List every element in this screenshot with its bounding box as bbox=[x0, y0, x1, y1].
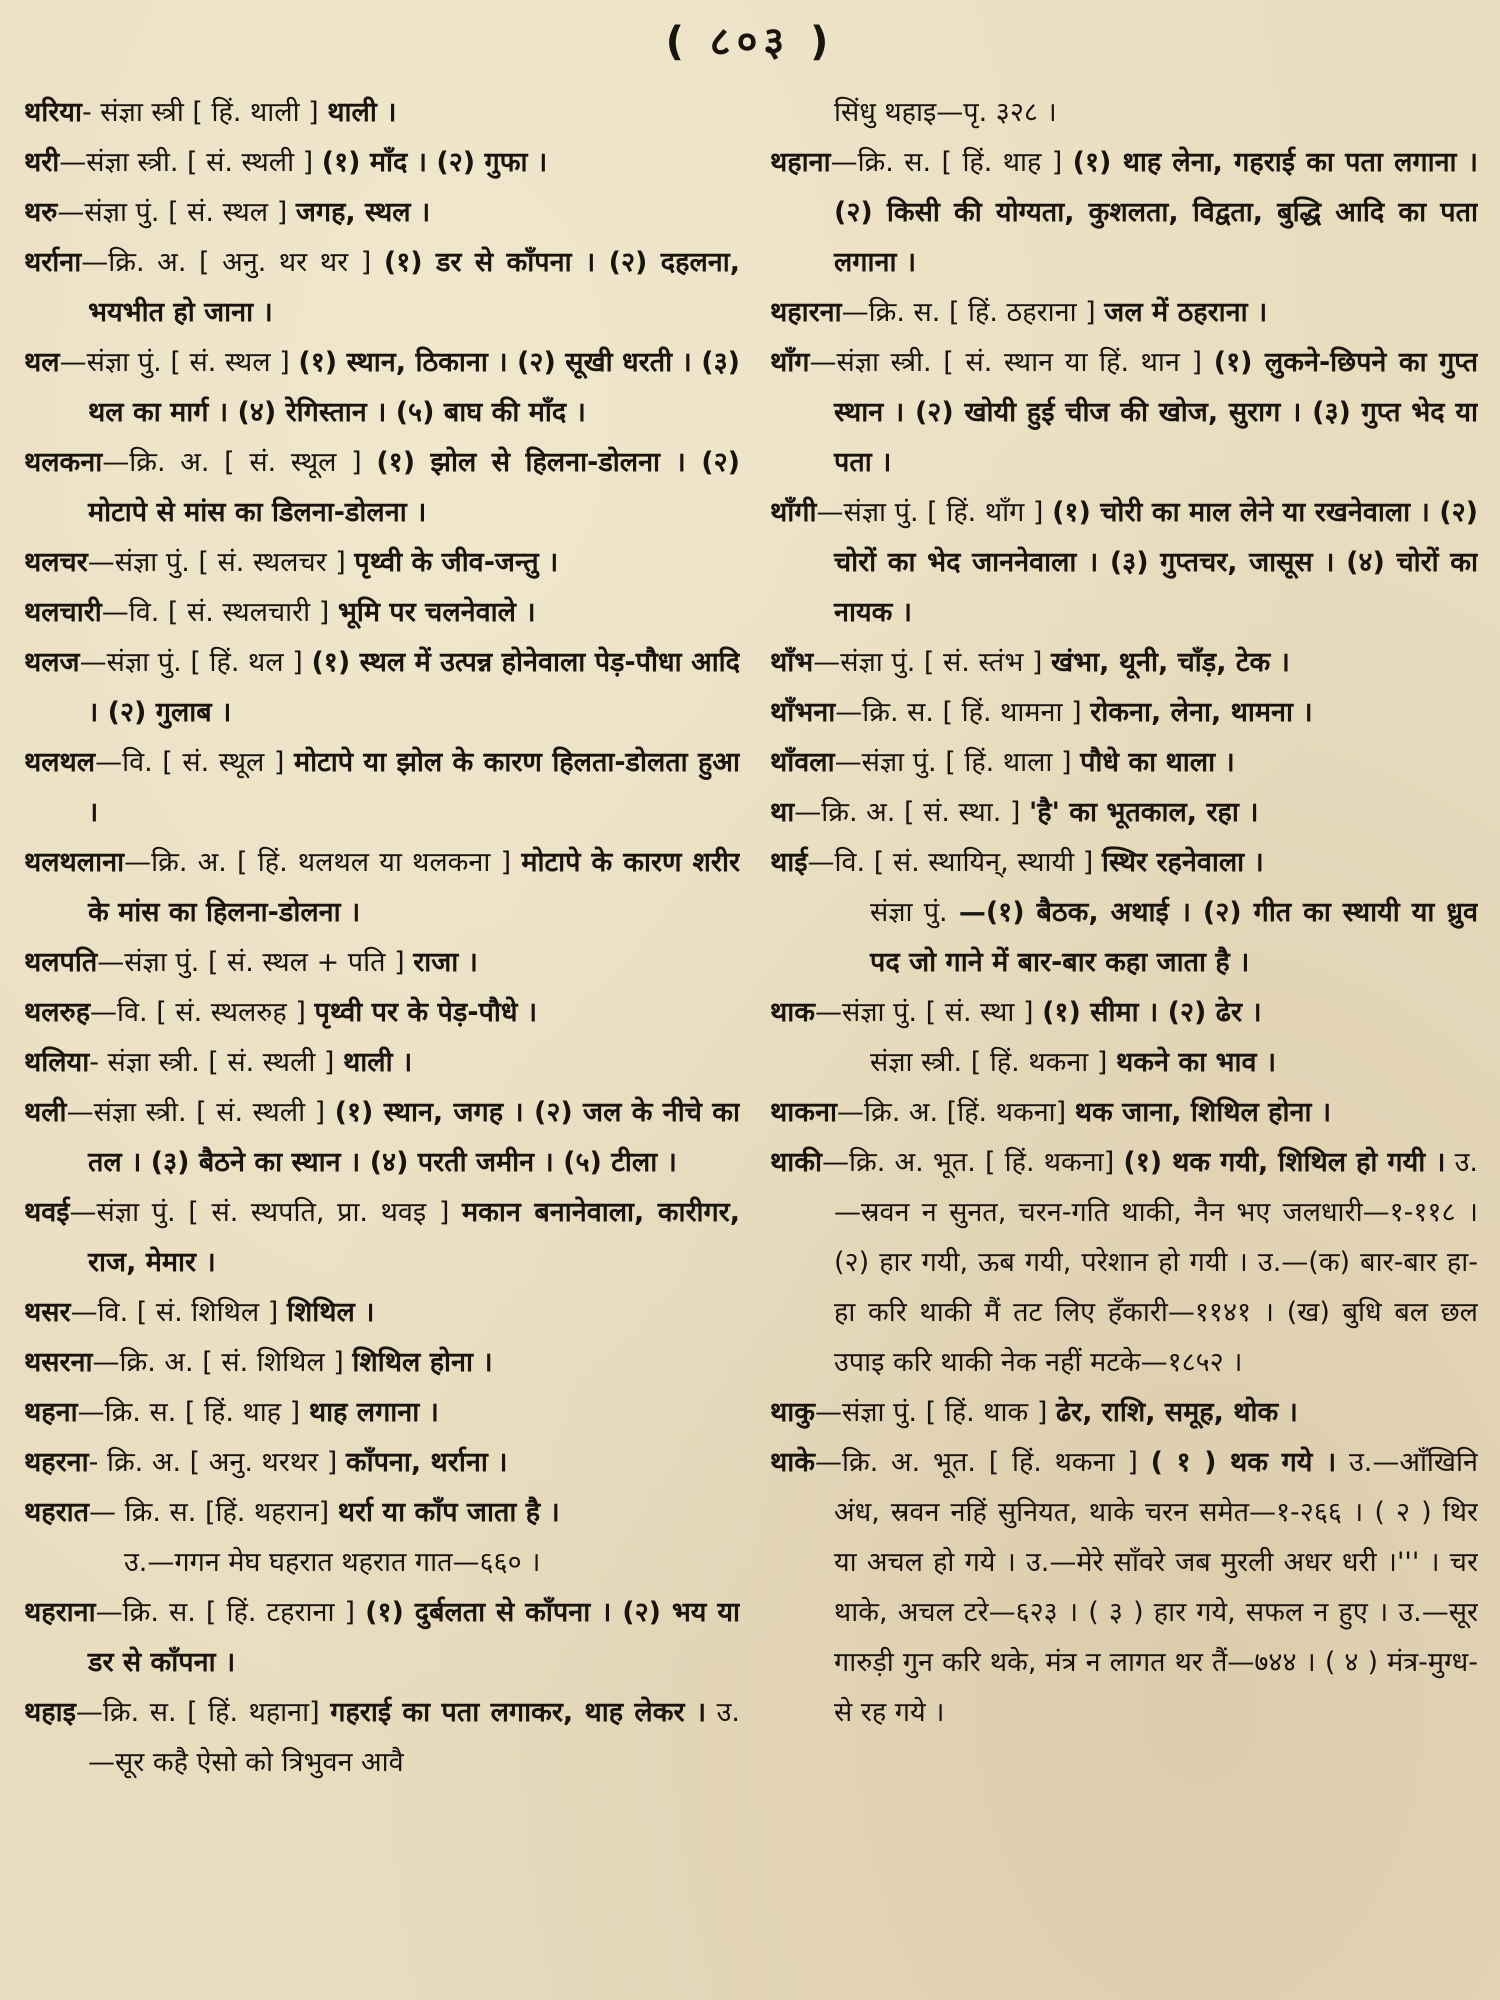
definition: थाली । bbox=[343, 1047, 413, 1078]
dictionary-entry bbox=[24, 88, 740, 138]
headword: थलपति bbox=[24, 947, 98, 978]
definition: (१) स्थान, जगह । (२) जल के नीचे का तल । (३) बैठने का स्थान । (४) परती जमीन । (५) टीला । bbox=[88, 1097, 740, 1178]
grammar-label: संज्ञा स्त्री. bbox=[870, 1047, 963, 1078]
etymology: [ सं. स्थली ] bbox=[208, 1047, 335, 1078]
headword: थाके bbox=[770, 1447, 815, 1478]
dictionary-entry bbox=[24, 188, 740, 238]
etymology: [ सं. स्था ] bbox=[925, 997, 1034, 1028]
headword: थहाना bbox=[770, 147, 831, 178]
definition: थाह लगाना । bbox=[308, 1397, 439, 1428]
dictionary-entry bbox=[770, 638, 1478, 688]
dictionary-entry bbox=[24, 538, 740, 588]
dictionary-entry bbox=[770, 688, 1478, 738]
etymology: [ हिं. टहराना ] bbox=[205, 1597, 356, 1628]
headword: थल bbox=[24, 347, 60, 378]
right-column bbox=[770, 88, 1478, 1993]
dictionary-entry bbox=[24, 1338, 740, 1388]
dictionary-entry bbox=[24, 338, 740, 438]
etymology: [ सं. स्थली ] bbox=[187, 147, 314, 178]
definition: गहराई का पता लगाकर, थाह लेकर । bbox=[330, 1697, 707, 1728]
grammar-label: —क्रि. अ. भूत. bbox=[821, 1147, 976, 1178]
definition: (१) चोरी का माल लेने या रखनेवाला । (२) चोरों का भेद जाननेवाला । (३) गुप्तचर, जासूस । (४) चोरों का नायक । bbox=[834, 497, 1478, 628]
headword: थली bbox=[24, 1097, 67, 1128]
definition: राजा । bbox=[413, 947, 478, 978]
etymology: [ हिं. थकना ] bbox=[970, 1047, 1108, 1078]
dictionary-entry bbox=[24, 138, 740, 188]
headword: थलचारी bbox=[24, 597, 102, 628]
headword: थहना bbox=[24, 1397, 78, 1428]
grammar-label: —क्रि. स. bbox=[95, 1597, 196, 1628]
etymology: [ सं. स्थपति, प्रा. थवइ ] bbox=[188, 1197, 450, 1228]
definition: (१) लुकने-छिपने का गुप्त स्थान । (२) खोयी हुई चीज की खोज, सुराग । (३) गुप्त भेद या पता । bbox=[834, 347, 1478, 478]
etymology: [ सं. स्था. ] bbox=[903, 797, 1021, 828]
grammar-label: —क्रि. स. bbox=[77, 1397, 177, 1428]
etymology: [ हिं. थल ] bbox=[190, 647, 303, 678]
etymology: [ सं. शिथिल ] bbox=[202, 1347, 344, 1378]
dictionary-entry bbox=[770, 738, 1478, 788]
grammar-label: —वि. bbox=[101, 597, 160, 628]
grammar-label: —क्रि. स. bbox=[830, 147, 932, 178]
definition: पौधे का थाला । bbox=[1080, 747, 1235, 778]
headword: थाकी bbox=[770, 1147, 822, 1178]
definition: (१) दुर्बलता से काँपना । (२) भय या डर से काँपना । bbox=[88, 1597, 740, 1678]
dictionary-entry bbox=[770, 1038, 1478, 1088]
headword: थसरना bbox=[24, 1347, 93, 1378]
grammar-label: —संज्ञा पुं. bbox=[97, 947, 200, 978]
headword: थवई bbox=[24, 1197, 70, 1228]
headword: थलरुह bbox=[24, 997, 91, 1028]
dictionary-entry bbox=[24, 838, 740, 938]
dictionary-entry bbox=[24, 738, 740, 838]
dictionary-entry bbox=[24, 588, 740, 638]
definition: मकान बनानेवाला, कारीगर, राज, मेमार । bbox=[88, 1197, 740, 1278]
dictionary-entry bbox=[770, 1138, 1478, 1388]
grammar-label: —संज्ञा स्त्री. bbox=[59, 147, 179, 178]
etymology: [ हिं. थामना ] bbox=[942, 697, 1082, 728]
grammar-label: - संज्ञा स्त्री bbox=[81, 97, 184, 128]
etymology: [ हिं. थकना] bbox=[984, 1147, 1115, 1178]
headword: थहाइ bbox=[24, 1697, 76, 1728]
etymology: [ अनु. थर थर ] bbox=[199, 247, 372, 278]
headword: थाँवला bbox=[770, 747, 835, 778]
definition: स्थिर रहनेवाला । bbox=[1101, 847, 1264, 878]
dictionary-entry bbox=[24, 1538, 740, 1588]
headword: थाक bbox=[770, 997, 815, 1028]
definition: जगह, स्थल । bbox=[295, 197, 431, 228]
definition: 'है' का भूतकाल, रहा । bbox=[1029, 797, 1259, 828]
etymology: [ अनु. थरथर ] bbox=[189, 1447, 338, 1478]
grammar-label: —क्रि. अ. bbox=[102, 447, 210, 478]
grammar-label: —वि. bbox=[807, 847, 866, 878]
headword: थरी bbox=[24, 147, 60, 178]
grammar-label: —क्रि. अ. bbox=[794, 797, 896, 828]
etymology: [ सं. स्थल ] bbox=[168, 197, 288, 228]
grammar-label: —संज्ञा पुं. bbox=[57, 197, 160, 228]
dictionary-entry bbox=[770, 788, 1478, 838]
etymology: [ हिं. थाँग ] bbox=[927, 497, 1044, 528]
definition: (१) झोल से हिलना-डोलना । (२) मोटापे से मांस का डिलना-डोलना । bbox=[88, 447, 740, 528]
dictionary-entry bbox=[24, 438, 740, 538]
etymology: [ सं. स्थूल ] bbox=[224, 447, 362, 478]
etymology: [ सं. शिथिल ] bbox=[136, 1297, 279, 1328]
etymology: [ सं. स्थल + पति ] bbox=[207, 947, 405, 978]
definition: थर्रा या काँप जाता है । bbox=[337, 1497, 560, 1528]
etymology: [ हिं. थाह ] bbox=[184, 1397, 301, 1428]
dictionary-entry bbox=[770, 338, 1478, 488]
grammar-label: —क्रि. अ. bbox=[836, 1097, 939, 1128]
page-number: ( ८०३ ) bbox=[665, 19, 835, 65]
dictionary-entry bbox=[770, 1088, 1478, 1138]
definition: (१) माँद । (२) गुफा । bbox=[321, 147, 548, 178]
etymology: [ हिं. थकना ] bbox=[988, 1447, 1138, 1478]
definition: पृथ्वी पर के पेड़-पौधे । bbox=[314, 997, 538, 1028]
definition: भूमि पर चलनेवाले । bbox=[337, 597, 536, 628]
etymology: [ सं. स्थलचर ] bbox=[198, 547, 346, 578]
grammar-label: — क्रि. स. bbox=[89, 1497, 197, 1528]
headword: था bbox=[770, 797, 795, 828]
grammar-label: —संज्ञा पुं. bbox=[87, 547, 190, 578]
definition: थाली । bbox=[327, 97, 397, 128]
dictionary-entry bbox=[770, 988, 1478, 1038]
quotation: सिंधु थहाइ—पृ. ३२८ । bbox=[834, 97, 1057, 128]
definition: ( १ ) थक गये । bbox=[1150, 1447, 1337, 1478]
headword: थलज bbox=[24, 647, 80, 678]
dictionary-entry bbox=[24, 988, 740, 1038]
dictionary-entry bbox=[24, 238, 740, 338]
headword: थलथलाना bbox=[24, 847, 125, 878]
definition: (१) थाह लेना, गहराई का पता लगाना । (२) किसी की योग्यता, कुशलता, विद्वता, बुद्धि आदि का पता लगाना । bbox=[834, 147, 1478, 278]
dictionary-entry bbox=[770, 488, 1478, 638]
grammar-label: - संज्ञा स्त्री. bbox=[89, 1047, 200, 1078]
grammar-label: —संज्ञा पुं. bbox=[814, 1397, 918, 1428]
headword: थहारना bbox=[770, 297, 842, 328]
headword: थरु bbox=[24, 197, 58, 228]
etymology: [ सं. स्थायिन्, स्थायी ] bbox=[873, 847, 1094, 878]
definition: शिथिल होना । bbox=[352, 1347, 493, 1378]
grammar-label: —वि. bbox=[95, 747, 153, 778]
etymology: [ सं. स्थली ] bbox=[196, 1097, 326, 1128]
definition: जल में ठहराना । bbox=[1104, 297, 1268, 328]
headword: थाकना bbox=[770, 1097, 837, 1128]
etymology: [ सं. स्थूल ] bbox=[162, 747, 285, 778]
left-column bbox=[24, 88, 740, 1993]
grammar-label: —क्रि. स. bbox=[75, 1697, 177, 1728]
etymology: [ सं. स्थलचारी ] bbox=[167, 597, 330, 628]
etymology: [ हिं. थलथल या थलकना ] bbox=[237, 847, 512, 878]
etymology: [ हिं. थाला ] bbox=[945, 747, 1072, 778]
grammar-label: —संज्ञा पुं. bbox=[816, 497, 919, 528]
definition: (१) थक गयी, शिथिल हो गयी । bbox=[1123, 1147, 1446, 1178]
grammar-label: —संज्ञा पुं. bbox=[813, 647, 916, 678]
headword: थहरना bbox=[24, 1447, 89, 1478]
headword: थाकु bbox=[770, 1397, 815, 1428]
definition: काँपना, थर्राना । bbox=[345, 1447, 508, 1478]
etymology: [ हिं. थाली ] bbox=[192, 97, 319, 128]
grammar-label: —वि. bbox=[90, 997, 148, 1028]
quotation: उ.—सूर कहै ऐसो को त्रिभुवन आवै bbox=[88, 1697, 740, 1778]
headword: थाँभना bbox=[770, 697, 836, 728]
dictionary-entry bbox=[24, 1488, 740, 1538]
grammar-label: —संज्ञा पुं. bbox=[79, 647, 182, 678]
etymology: [हिं. थहरान] bbox=[204, 1497, 330, 1528]
grammar-label: —क्रि. अ. bbox=[92, 1347, 194, 1378]
etymology: [ हिं. थहाना] bbox=[187, 1697, 320, 1728]
grammar-label: —संज्ञा पुं. bbox=[59, 347, 162, 378]
dictionary-entry bbox=[770, 1438, 1478, 1738]
quotation: उ.—आँखिनि अंध, स्रवन नहिं सुनियत, थाके चरन समेत—१-२६६ । ( २ ) थिर या अचल हो गये । उ.—मेरे साँवरे जब मुरली अधर धरी ।''' । चर थाके, अचल टरे—६२३ । ( ३ ) हार गये, सफल न हुए । उ.—सूर गारुड़ी गुन करि थके, मंत्र न लागत थर तैं—७४४ । ( ४ ) मंत्र-मुग्ध-से रह गये । bbox=[834, 1447, 1478, 1728]
headword: थाँगी bbox=[770, 497, 817, 528]
dictionary-entry bbox=[770, 288, 1478, 338]
dictionary-entry bbox=[24, 938, 740, 988]
grammar-label: —क्रि. अ. भूत. bbox=[814, 1447, 976, 1478]
grammar-label: —संज्ञा स्त्री. bbox=[809, 347, 932, 378]
definition: मोटापे के कारण शरीर के मांस का हिलना-डोलना । bbox=[88, 847, 740, 928]
definition: पृथ्वी के जीव-जन्तु । bbox=[354, 547, 559, 578]
headword: थाँभ bbox=[770, 647, 814, 678]
dictionary-entry bbox=[24, 1038, 740, 1088]
dictionary-entry bbox=[770, 138, 1478, 288]
etymology: [ हिं. थाक ] bbox=[925, 1397, 1048, 1428]
grammar-label: —संज्ञा पुं. bbox=[814, 997, 918, 1028]
definition: (१) स्थान, ठिकाना । (२) सूखी धरती । (३) थल का मार्ग । (४) रेगिस्तान । (५) बाघ की माँद । bbox=[88, 347, 740, 428]
dictionary-entry bbox=[24, 1438, 740, 1488]
definition: खंभा, थूनी, चाँड़, टेक । bbox=[1051, 647, 1290, 678]
etymology: [ हिं. थाह ] bbox=[941, 147, 1063, 178]
quotation: उ.—गगन मेघ घहरात थहरात गात—६६० । bbox=[124, 1547, 541, 1578]
quotation: उ.—स्रवन न सुनत, चरन-गति थाकी, नैन भए जलधारी—१-११८ । (२) हार गयी, ऊब गयी, परेशान हो गयी । उ.—(क) बार-बार हा-हा करि थाकी मैं तट लिए हँकारी—११४१ । (ख) बुधि बल छल उपाइ करि थाकी नेक नहीं मटके—१८५२ । bbox=[834, 1147, 1478, 1378]
dictionary-entry bbox=[24, 638, 740, 738]
definition: (१) डर से काँपना । (२) दहलना, भयभीत हो जाना । bbox=[88, 247, 740, 328]
definition: रोकना, लेना, थामना । bbox=[1090, 697, 1313, 728]
grammar-label: —संज्ञा पुं. bbox=[834, 747, 937, 778]
etymology: [हिं. थकना] bbox=[946, 1097, 1067, 1128]
grammar-label: —क्रि. स. bbox=[835, 697, 934, 728]
grammar-label: —संज्ञा पुं. bbox=[69, 1197, 176, 1228]
grammar-label: संज्ञा पुं. bbox=[870, 897, 948, 928]
definition: थक जाना, शिथिल होना । bbox=[1074, 1097, 1332, 1128]
headword: थाँग bbox=[770, 347, 810, 378]
etymology: [ सं. स्थान या हिं. थान ] bbox=[943, 347, 1203, 378]
grammar-label: —संज्ञा स्त्री. bbox=[66, 1097, 187, 1128]
grammar-label: —क्रि. अ. bbox=[124, 847, 227, 878]
dictionary-entry bbox=[24, 1588, 740, 1688]
headword: थहरात bbox=[24, 1497, 90, 1528]
etymology: [ सं. स्तंभ ] bbox=[923, 647, 1043, 678]
headword: थसर bbox=[24, 1297, 71, 1328]
headword: थलथल bbox=[24, 747, 96, 778]
etymology: [ सं. स्थलरुह ] bbox=[156, 997, 306, 1028]
headword: थाई bbox=[770, 847, 808, 878]
dictionary-entry bbox=[24, 1188, 740, 1288]
grammar-label: —वि. bbox=[70, 1297, 129, 1328]
definition: थकने का भाव । bbox=[1116, 1047, 1277, 1078]
definition: शिथिल । bbox=[286, 1297, 375, 1328]
grammar-label: —क्रि. स. bbox=[841, 297, 941, 328]
headword: थलिया bbox=[24, 1047, 90, 1078]
headword: थरिया bbox=[24, 97, 82, 128]
etymology: [ सं. स्थल ] bbox=[170, 347, 290, 378]
definition: मोटापे या झोल के कारण हिलता-डोलता हुआ । bbox=[88, 747, 740, 828]
etymology: [ हिं. ठहराना ] bbox=[948, 297, 1096, 328]
headword: थर्राना bbox=[24, 247, 82, 278]
headword: थलचर bbox=[24, 547, 88, 578]
dictionary-entry bbox=[24, 1388, 740, 1438]
grammar-label: —क्रि. अ. bbox=[81, 247, 187, 278]
dictionary-entry bbox=[770, 1388, 1478, 1438]
definition: ढेर, राशि, समूह, थोक । bbox=[1055, 1397, 1298, 1428]
dictionary-entry bbox=[770, 838, 1478, 888]
dictionary-entry bbox=[770, 888, 1478, 988]
dictionary-entry bbox=[770, 88, 1478, 138]
dictionary-entry bbox=[24, 1088, 740, 1188]
definition: —(१) बैठक, अथाई । (२) गीत का स्थायी या ध्रुव पद जो गाने में बार-बार कहा जाता है । bbox=[870, 897, 1478, 978]
headword: थहराना bbox=[24, 1597, 96, 1628]
definition: (१) सीमा । (२) ढेर । bbox=[1042, 997, 1262, 1028]
headword: थलकना bbox=[24, 447, 103, 478]
definition: (१) स्थल में उत्पन्न होनेवाला पेड़-पौधा आदि । (२) गुलाब । bbox=[88, 647, 740, 728]
grammar-label: - क्रि. अ. bbox=[88, 1447, 182, 1478]
dictionary-entry bbox=[24, 1688, 740, 1788]
dictionary-entry bbox=[24, 1288, 740, 1338]
